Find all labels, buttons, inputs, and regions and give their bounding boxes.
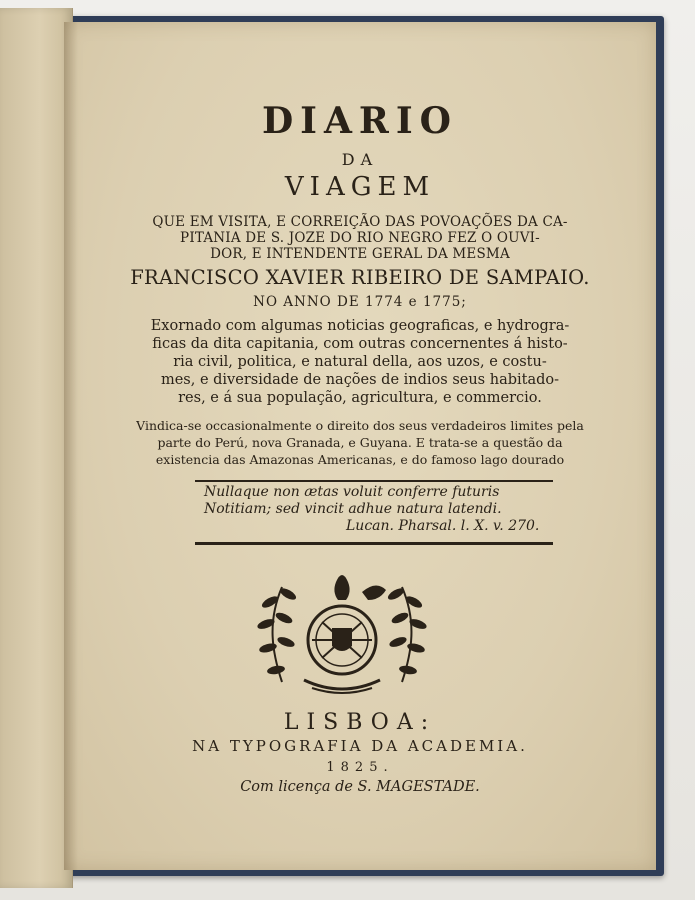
author-name: FRANCISCO XAVIER RIBEIRO DE SAMPAIO. (130, 266, 590, 289)
epigraph-line: Nullaque non ætas voluit conferre futuris (204, 484, 500, 500)
imprint-year: 1825. (326, 760, 394, 775)
note-line: existencia das Amazonas Americanas, e do famoso lago dourado (155, 452, 565, 467)
title-page (64, 22, 656, 870)
imprint-city: LISBOA: (283, 710, 437, 735)
subtitle-line: DOR, E INTENDENTE GERAL DA MESMA (210, 246, 510, 262)
description-line: Exornado com algumas noticias geograficas, e hydrogra- (150, 318, 570, 334)
main-title: DIARIO (261, 100, 459, 142)
secondary-title: VIAGEM (284, 172, 436, 202)
royal-arms-vignette-icon (252, 562, 432, 698)
description-line: ria civil, politica, e natural della, aos uzos, e costu- (173, 354, 547, 370)
description-line: ficas da dita capitania, com outras concernentes á histo- (152, 336, 568, 352)
epigraph-line: Notitiam; sed vincit adhue natura latendi. (204, 501, 502, 517)
description-line: mes, e diversidade de nações de indios seus habitado- (160, 372, 560, 388)
rule-top (195, 480, 553, 482)
title-connector: DA (341, 150, 379, 169)
description-line: res, e á sua população, agricultura, e commercio. (178, 390, 542, 406)
rule-bottom (195, 542, 553, 545)
subtitle-line: PITANIA DE S. JOZE DO RIO NEGRO FEZ O OUVI- (180, 230, 540, 246)
note-line: parte do Perú, nova Granada, e Guyana. E trata-se a questão da (157, 435, 563, 450)
subtitle-line: QUE EM VISITA, E CORREIÇÃO DAS POVOAÇÕES DA CA- (152, 214, 568, 230)
year-span: NO ANNO DE 1774 e 1775; (253, 294, 467, 310)
epigraph-citation: Lucan. Pharsal. l. X. v. 270. (346, 518, 540, 534)
imprint-printer: NA TYPOGRAFIA DA ACADEMIA. (192, 737, 528, 755)
imprint-license: Com licença de S. MAGESTADE. (240, 779, 480, 795)
note-line: Vindica-se occasionalmente o direito dos seus verdadeiros limites pela (136, 418, 584, 433)
left-page-edge (0, 8, 73, 888)
